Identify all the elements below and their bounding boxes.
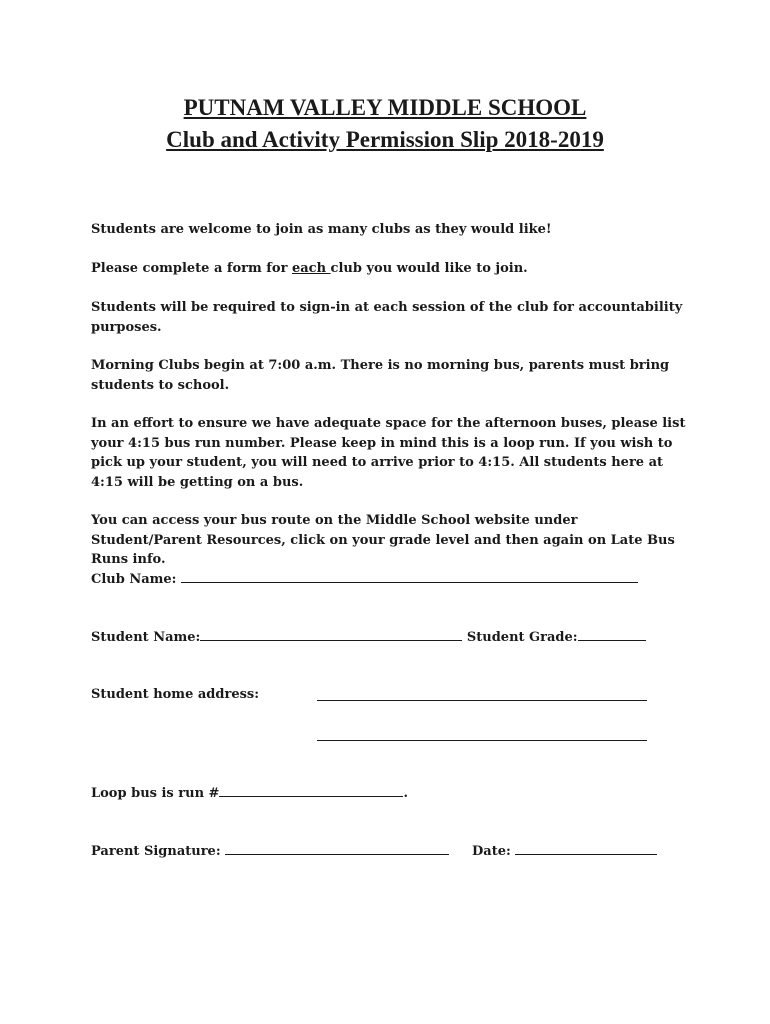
instruction-text: Please complete a form for: [91, 261, 292, 276]
instruction-join-clubs: Students are welcome to join as many clubs as they would like!: [91, 222, 552, 237]
date-field[interactable]: [515, 841, 657, 855]
loop-bus-row: [91, 783, 408, 803]
student-name-row: [91, 627, 646, 647]
club-name-field[interactable]: [181, 569, 638, 583]
instruction-form-per-club: [91, 259, 691, 279]
instruction-bus-route-website: You can access your bus route on the Middle School website under Student/Parent Resources, click on your grade level and then again on Late Bus Runs info.: [91, 513, 675, 567]
student-name-field[interactable]: [200, 627, 462, 641]
parent-signature-field[interactable]: [225, 841, 449, 855]
club-name-label: Club Name:: [91, 572, 177, 587]
form-title-heading: Club and Activity Permission Slip 2018-2019: [166, 127, 604, 152]
home-address-line-1-field[interactable]: [317, 700, 647, 701]
loop-bus-suffix: .: [403, 786, 408, 801]
instruction-bus-run: In an effort to ensure we have adequate space for the afternoon buses, please list your 4:15 bus run number. Please keep in mind this is a loop run. If you wish to pick up your student, you will need to arrive prior to 4:15. All students here at 4:15 will be getting on a bus.: [91, 416, 686, 490]
club-name-row: [91, 569, 638, 589]
home-address-line-2-field[interactable]: [317, 740, 647, 741]
instruction-sign-in: Students will be required to sign-in at each session of the club for accountability purposes.: [91, 300, 683, 335]
student-grade-field[interactable]: [578, 627, 646, 641]
each-emphasis: each: [291, 261, 331, 276]
loop-bus-label: Loop bus is run #: [91, 786, 220, 801]
parent-signature-label: Parent Signature:: [91, 844, 221, 859]
student-grade-label: Student Grade:: [466, 630, 578, 645]
date-label: Date:: [472, 844, 511, 859]
date-row: [472, 841, 657, 861]
student-name-label: Student Name:: [91, 630, 201, 645]
school-name-heading: PUTNAM VALLEY MIDDLE SCHOOL: [183, 95, 587, 120]
home-address-label: Student home address:: [91, 687, 260, 702]
loop-bus-number-field[interactable]: [219, 783, 403, 797]
parent-signature-row: [91, 841, 449, 861]
instruction-morning-clubs: Morning Clubs begin at 7:00 a.m. There is no morning bus, parents must bring students to school.: [91, 358, 670, 393]
home-address-row: [91, 685, 259, 704]
instruction-text: club you would like to join.: [330, 261, 528, 276]
